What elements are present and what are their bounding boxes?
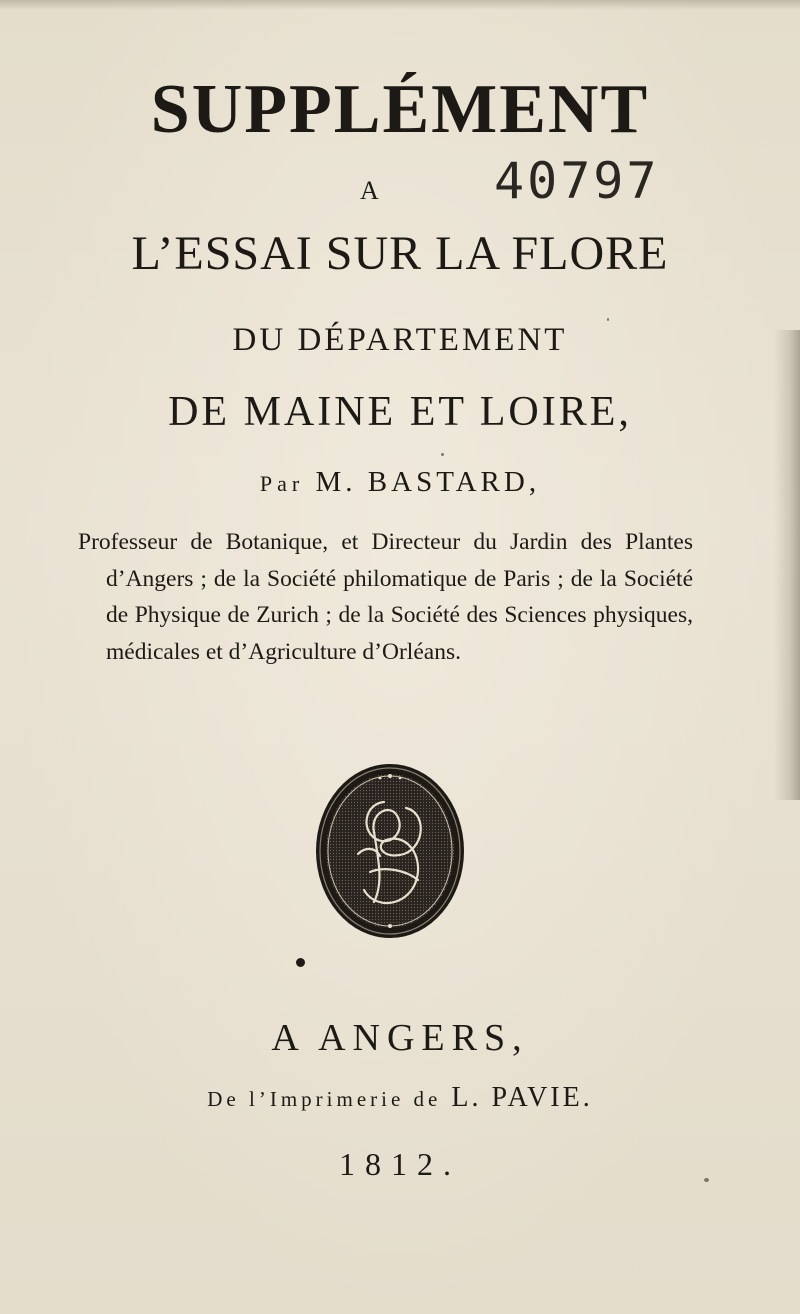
- page-edge-shadow-top: [0, 0, 800, 10]
- author-name: M. BASTARD,: [315, 466, 541, 498]
- author-credentials: [78, 524, 693, 670]
- imprint-city: A ANGERS,: [271, 1017, 529, 1059]
- book-title-line3: DU DÉPARTEMENT: [232, 322, 568, 358]
- ornamental-dot: [296, 958, 305, 967]
- monogram-seal-icon: [314, 762, 466, 940]
- book-title-line4: DE MAINE ET LOIRE,: [168, 389, 632, 435]
- paper-speck: [441, 453, 444, 456]
- paper-speck: [704, 1178, 709, 1182]
- imprint-year: 1812.: [339, 1146, 461, 1182]
- imprint-printer-name: L. PAVIE.: [451, 1082, 593, 1113]
- author-credentials-text: Professeur de Botanique, et Directeur du Jardin des Plantes d’Angers ; de la Société philomatique de Paris ; de la Société de Physique de Zurich ; de la Société des Sciences physiques, médicales et d’Agriculture d’Orléans.: [78, 529, 693, 665]
- author-prefix: Par: [259, 471, 305, 496]
- book-title-main: SUPPLÉMENT: [150, 71, 650, 148]
- imprint-printer-prefix: De l’Imprimerie de: [207, 1087, 442, 1111]
- library-stamp-number: 40797: [494, 152, 660, 210]
- book-title-connector: A: [360, 176, 380, 205]
- paper-speck: [607, 318, 609, 321]
- author-line: [0, 466, 800, 499]
- imprint-printer: [0, 1082, 800, 1114]
- book-title-line2: L’ESSAI SUR LA FLORE: [131, 227, 669, 280]
